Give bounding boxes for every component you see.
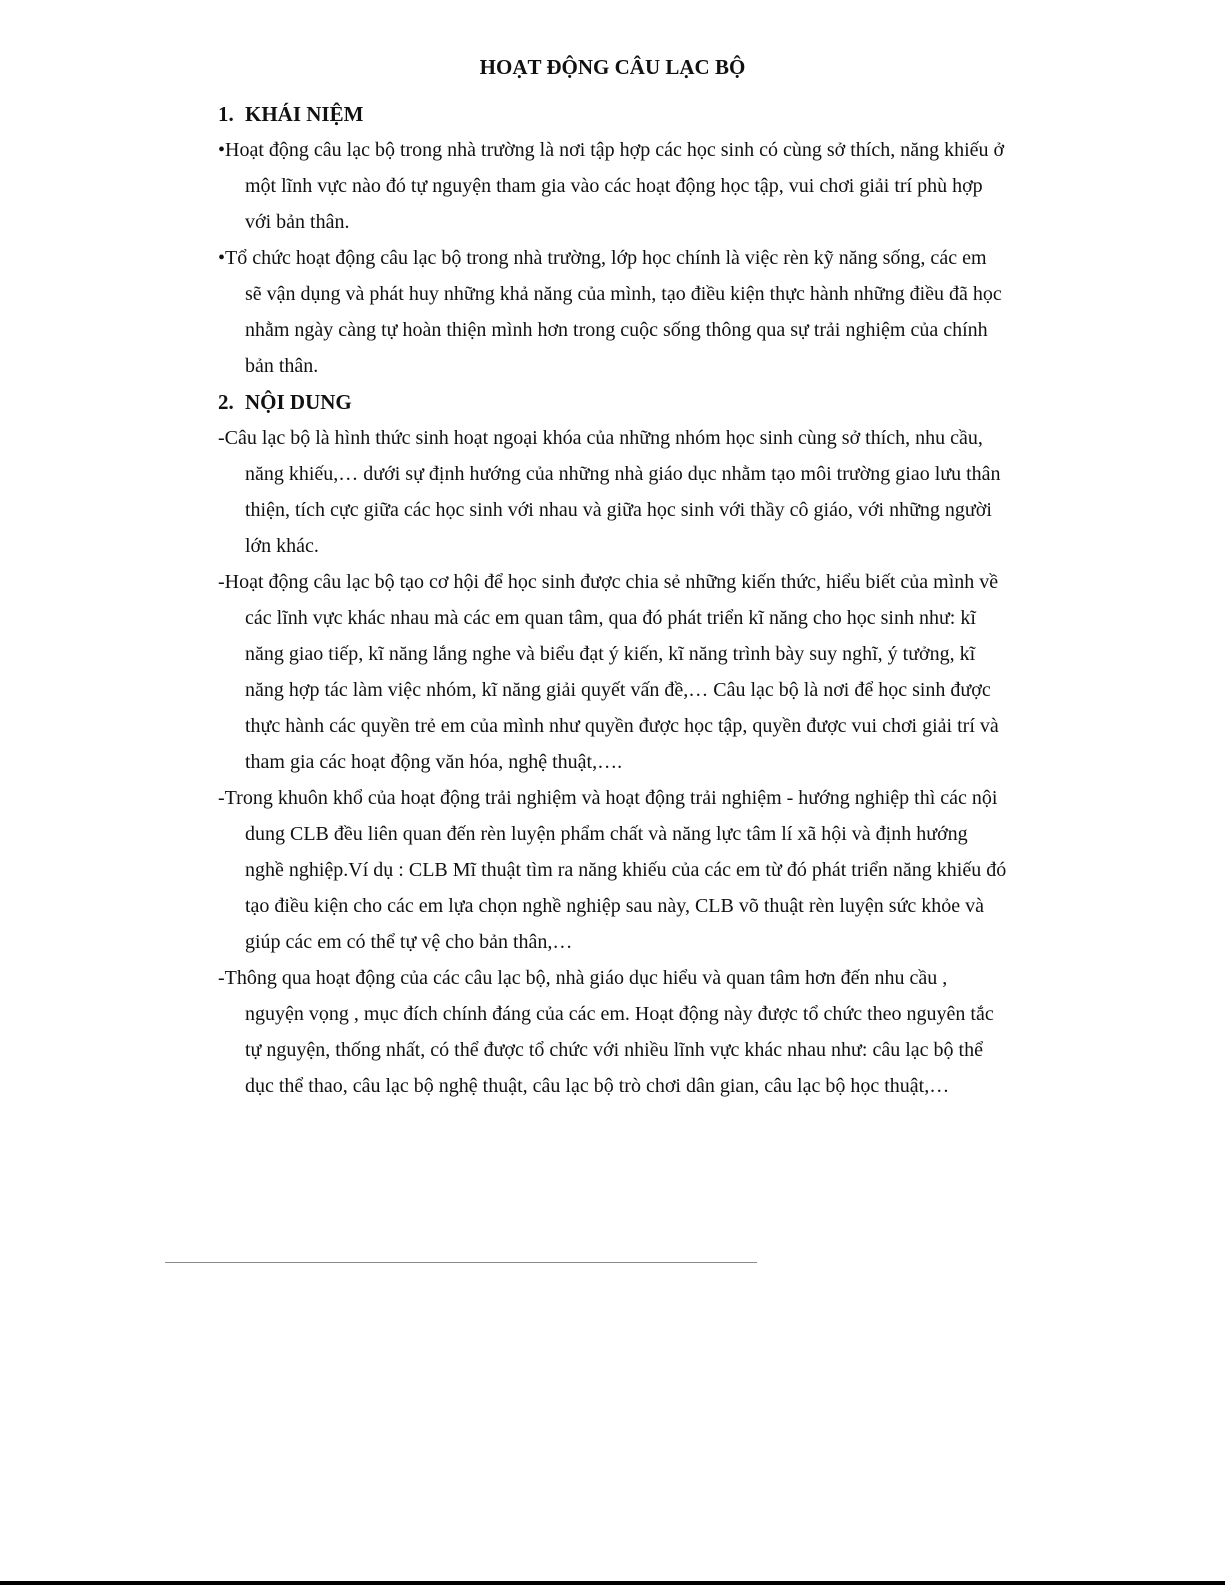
paragraph: [218, 240, 1008, 384]
paragraph: [218, 564, 1008, 780]
page-bottom-edge: [0, 1581, 1225, 1585]
paragraph: [218, 132, 1008, 240]
section-heading: [218, 96, 1008, 132]
dash-marker: -: [218, 427, 225, 449]
paragraph: [218, 420, 1008, 564]
paragraph-text: Tổ chức hoạt động câu lạc bộ trong nhà trường, lớp học chính là việc rèn kỹ năng sống, các em sẽ vận dụng và phát huy những khả năng của mình, tạo điều kiện thực hành những điều đã học nhằm ngày càng tự hoàn thiện mình hơn trong cuộc sống thông qua sự trải nghiệm của chính bản thân.: [225, 247, 1002, 377]
paragraph: [218, 960, 1008, 1104]
section-heading: [218, 384, 1008, 420]
section-number: 1.: [218, 102, 234, 126]
section-noi-dung: [218, 384, 1008, 1104]
document-body: [218, 96, 1008, 1104]
paragraph-text: Câu lạc bộ là hình thức sinh hoạt ngoại khóa của những nhóm học sinh cùng sở thích, nhu cầu, năng khiếu,… dưới sự định hướng của những nhà giáo dục nhằm tạo môi trường giao lưu thân thiện, tích cực giữa các học sinh với nhau và giữa học sinh với thầy cô giáo, với những người lớn khác.: [224, 427, 1001, 557]
dash-marker: -: [218, 571, 225, 593]
footnote-separator: [165, 1262, 757, 1263]
dash-marker: -: [218, 787, 225, 809]
paragraph: [218, 780, 1008, 960]
section-title: NỘI DUNG: [245, 390, 352, 414]
paragraph-text: Trong khuôn khổ của hoạt động trải nghiệm và hoạt động trải nghiệm - hướng nghiệp thì các nội dung CLB đều liên quan đến rèn luyện phẩm chất và năng lực tâm lí xã hội và định hướng nghề nghiệp.Ví dụ : CLB Mĩ thuật tìm ra năng khiếu của các em từ đó phát triển năng khiếu đó tạo điều kiện cho các em lựa chọn nghề nghiệp sau này, CLB võ thuật rèn luyện sức khỏe và giúp các em có thể tự vệ cho bản thân,…: [224, 787, 1007, 953]
section-title: KHÁI NIỆM: [245, 102, 364, 126]
document-title: HOẠT ĐỘNG CÂU LẠC BỘ: [479, 55, 746, 79]
paragraph-text: Thông qua hoạt động của các câu lạc bộ, nhà giáo dục hiểu và quan tâm hơn đến nhu cầu , nguyện vọng , mục đích chính đáng của các em. Hoạt động này được tổ chức theo nguyên tắc tự nguyện, thống nhất, có thể được tổ chức với nhiều lĩnh vực khác nhau như: câu lạc bộ thể dục thể thao, câu lạc bộ nghệ thuật, câu lạc bộ trò chơi dân gian, câu lạc bộ học thuật,…: [224, 967, 994, 1097]
paragraph-text: Hoạt động câu lạc bộ trong nhà trường là nơi tập hợp các học sinh có cùng sở thích, năng khiếu ở một lĩnh vực nào đó tự nguyện tham gia vào các hoạt động học tập, vui chơi giải trí phù hợp với bản thân.: [225, 139, 1005, 233]
dash-marker: -: [218, 967, 225, 989]
section-number: 2.: [218, 390, 234, 414]
bullet-marker: •: [218, 139, 226, 161]
section-khai-niem: [218, 96, 1008, 384]
paragraph-text: Hoạt động câu lạc bộ tạo cơ hội để học sinh được chia sẻ những kiến thức, hiểu biết của mình về các lĩnh vực khác nhau mà các em quan tâm, qua đó phát triển kĩ năng cho học sinh như: kĩ năng giao tiếp, kĩ năng lắng nghe và biểu đạt ý kiến, kĩ năng trình bày suy nghĩ, ý tưởng, kĩ năng hợp tác làm việc nhóm, kĩ năng giải quyết vấn đề,… Câu lạc bộ là nơi để học sinh được thực hành các quyền trẻ em của mình như quyền được học tập, quyền được vui chơi giải trí và tham gia các hoạt động văn hóa, nghệ thuật,….: [224, 571, 999, 773]
bullet-marker: •: [218, 247, 226, 269]
